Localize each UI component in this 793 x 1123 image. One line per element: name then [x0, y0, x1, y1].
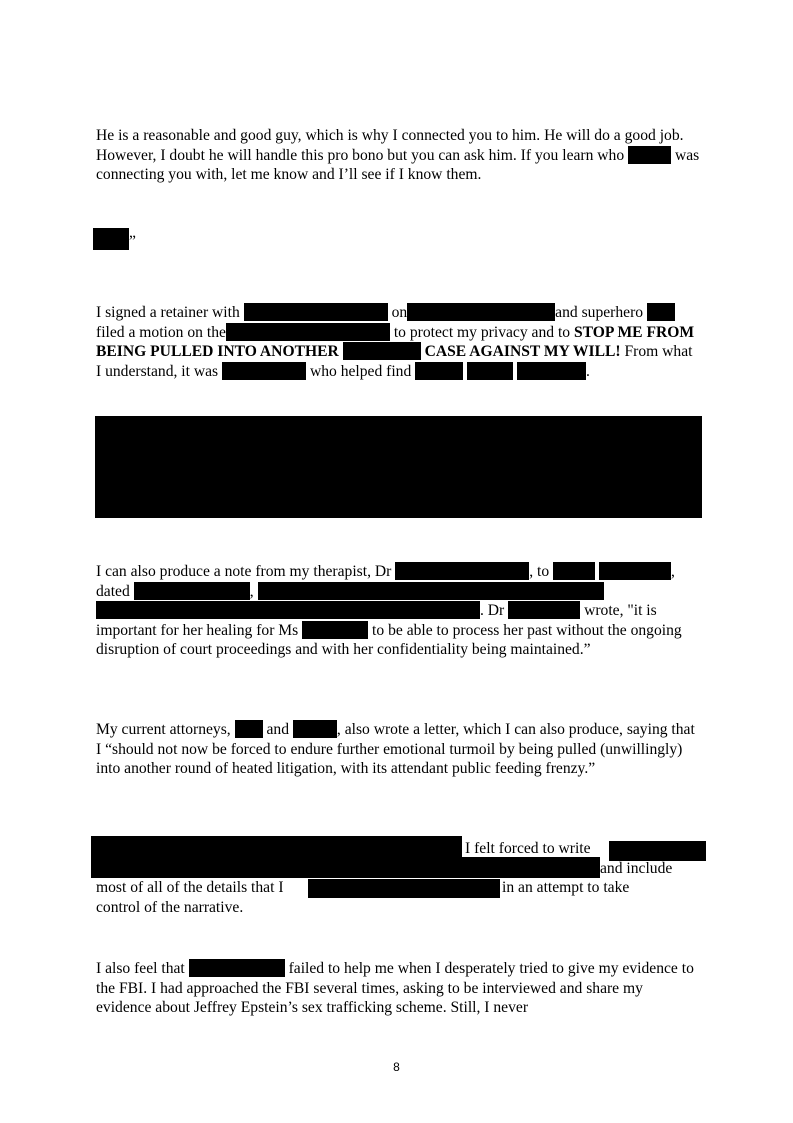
- redaction: [244, 303, 388, 321]
- p3-text-e: to protect my privacy and to: [393, 323, 571, 341]
- p4-text-a: I can also produce a note from my therapist, Dr: [96, 563, 392, 580]
- paragraph-3: [96, 303, 700, 381]
- p4-text-e: . Dr: [480, 602, 505, 619]
- p3-text-d: filed a motion on the: [96, 323, 226, 341]
- p3-text-f: From what I understand, it was: [96, 343, 693, 380]
- paragraph-5: [96, 720, 700, 779]
- p6-text-b: and include: [600, 860, 673, 877]
- redaction: [235, 720, 263, 738]
- p6-text-a: I felt forced to write: [465, 840, 591, 857]
- paragraph-7: [96, 959, 700, 1018]
- paragraph-1: [96, 126, 700, 185]
- redaction: [395, 562, 529, 580]
- redaction: [647, 303, 675, 321]
- p4-text-g: to be able to process her past without the ongoing disruption of court proceedings and with her confidentiality being maintained.”: [96, 621, 682, 658]
- p3-text-b: on: [391, 304, 408, 321]
- p4-text-b: , to: [529, 563, 550, 580]
- p6-text-c: most of all of the details that I: [96, 879, 284, 896]
- redaction: [91, 836, 462, 857]
- page-number: 8: [393, 1060, 400, 1074]
- redaction: [508, 601, 580, 619]
- redaction-block: [95, 416, 702, 518]
- p3-text-h: .: [586, 362, 590, 380]
- p5-text-a: My current attorneys,: [96, 721, 231, 738]
- p1-text-a: He is a reasonable and good guy, which is why I connected you to him. He will do a good job. However, I doubt he will handle this pro bono but you can ask him. If you learn who: [96, 127, 684, 164]
- p6-text-d-1: in an attempt to take: [502, 879, 630, 896]
- p3-bold-1: STOP ME FROM BEING PULLED INTO ANOTHER: [96, 323, 695, 360]
- redaction: [258, 582, 604, 600]
- p4-text-f: wrote, "it is important for her healing for Ms: [96, 602, 657, 639]
- redaction: [599, 562, 671, 580]
- redaction: [308, 879, 500, 898]
- redaction: [517, 362, 586, 380]
- p3-text-c: and superhero: [555, 304, 644, 321]
- redaction: [343, 342, 421, 360]
- redaction: [226, 323, 390, 341]
- paragraph-4: [96, 562, 700, 660]
- p5-text-b: and: [266, 721, 289, 738]
- p1-text-b: was connecting you with, let me know and I’ll see if I know them.: [96, 146, 700, 183]
- paragraph-2: [96, 228, 700, 252]
- redaction: [134, 582, 250, 600]
- p5-text-c: , also wrote a letter, which I can also produce, saying that I “should not now be forced to endure further emotional turmoil by being pulled (unwillingly) into another round of heated litigation, with its attendant public feeding frenzy.”: [96, 721, 695, 777]
- redaction: [93, 228, 129, 250]
- p4-text-d: ,: [249, 582, 254, 600]
- redaction: [189, 959, 285, 977]
- p6-text-d-2: control of the narrative.: [96, 899, 244, 916]
- redaction: [302, 621, 368, 639]
- redaction: [91, 857, 600, 878]
- redaction: [222, 362, 306, 380]
- redaction: [628, 146, 671, 164]
- p4-text-c: , dated: [96, 563, 675, 600]
- redaction: [553, 562, 595, 580]
- p7-text-b: failed to help me when I desperately tried to give my evidence to the FBI. I had approached the FBI several times, asking to be interviewed and share my evidence about Jeffrey Epstein’s sex trafficking scheme. Still, I never: [96, 960, 694, 1016]
- p7-text-a: I also feel that: [96, 960, 185, 977]
- p3-text-a: I signed a retainer with: [96, 304, 240, 321]
- redaction: [467, 362, 513, 380]
- redaction: [293, 720, 337, 738]
- redaction: [96, 601, 480, 619]
- p3-text-g: who helped find: [309, 362, 412, 380]
- redaction: [407, 303, 555, 321]
- p3-bold-2: CASE AGAINST MY WILL!: [424, 343, 621, 360]
- p2-quote: ”: [129, 233, 136, 250]
- redaction: [415, 362, 463, 380]
